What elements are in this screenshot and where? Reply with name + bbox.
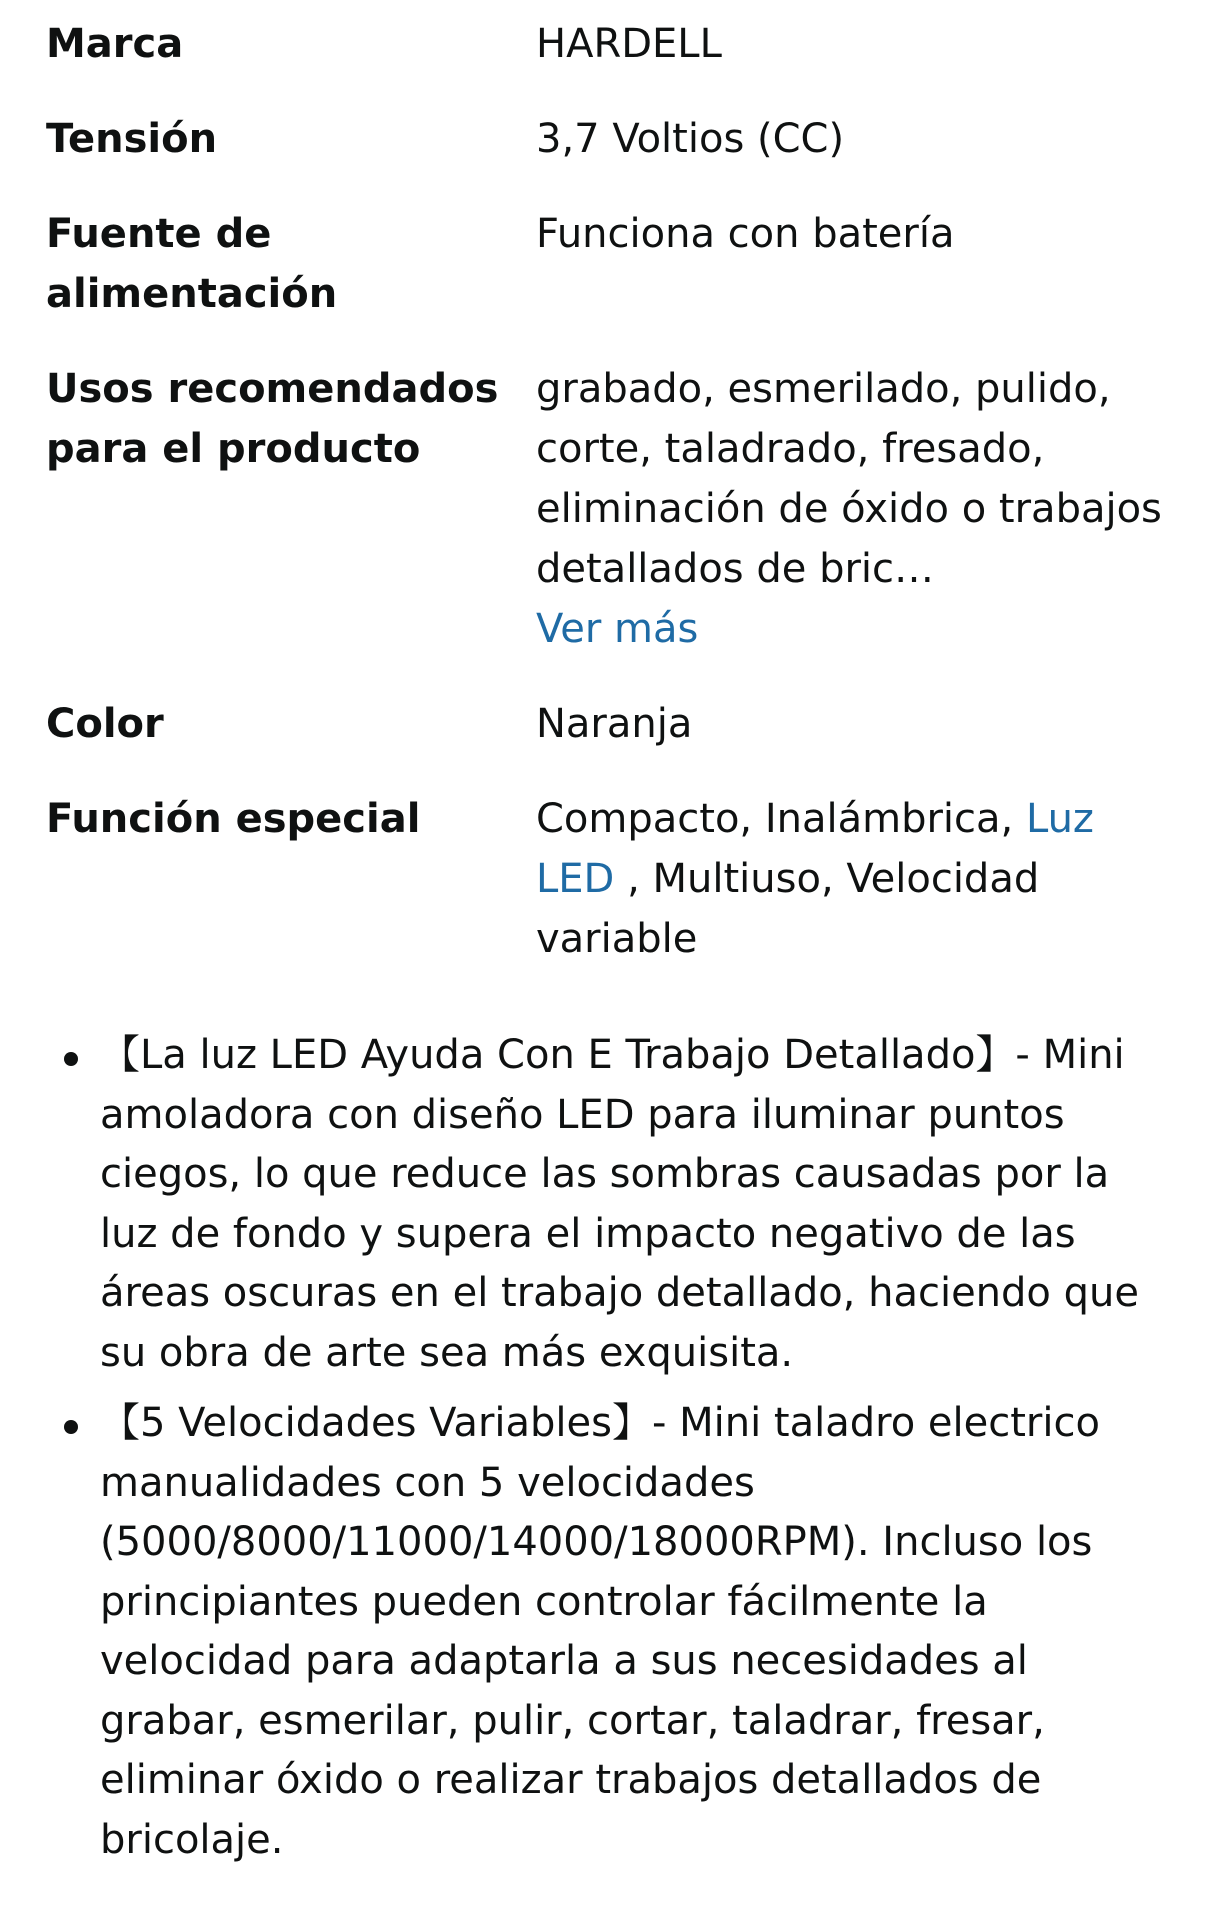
bullet-dot-icon — [64, 1052, 78, 1066]
spec-value: Naranja — [536, 701, 693, 747]
spec-row-power-source — [46, 204, 1176, 324]
spec-label: Tensión — [46, 116, 218, 162]
see-more-link[interactable]: Ver más — [536, 606, 699, 652]
spec-row-brand — [46, 14, 1176, 74]
spec-row-recommended-uses — [46, 359, 1176, 659]
feature-bullet-text: 【La luz LED Ayuda Con E Trabajo Detallado】- Mini amoladora con diseño LED para iluminar puntos ciegos, lo que reduce las sombras causadas por la luz de fondo y supera el impacto negativo de las áreas oscuras en el trabajo detallado, haciendo que su obra de arte sea más exquisita. — [100, 1032, 1139, 1376]
spec-value-container — [536, 359, 1176, 659]
spec-value-text: , Multiuso, Velocidad variable — [536, 856, 1040, 962]
spec-value: Funciona con batería — [536, 211, 955, 257]
spec-label: Marca — [46, 21, 184, 67]
feature-bullets — [60, 1026, 1170, 1881]
led-light-link[interactable]: Luz LED — [536, 796, 1094, 902]
spec-row-special-feature — [46, 789, 1176, 969]
bullet-dot-icon — [64, 1420, 78, 1434]
spec-value: grabado, esmerilado, pulido, corte, taladrado, fresado, eliminación de óxido o trabajos detallados de bric… — [536, 366, 1162, 592]
feature-bullet — [60, 1026, 1170, 1383]
specs-table — [46, 14, 1176, 1004]
feature-bullet — [60, 1394, 1170, 1870]
spec-value-container — [536, 789, 1176, 969]
spec-value: HARDELL — [536, 21, 722, 67]
spec-label: Fuente de alimentación — [46, 211, 338, 317]
spec-value-text: Compacto, Inalámbrica, — [536, 796, 1026, 842]
spec-label: Usos recomendados para el producto — [46, 366, 499, 472]
spec-row-color — [46, 694, 1176, 754]
spec-row-voltage — [46, 109, 1176, 169]
spec-label: Función especial — [46, 796, 421, 842]
feature-bullet-text: 【5 Velocidades Variables】- Mini taladro electrico manualidades con 5 velocidades (5000/8000/11000/14000/18000RPM). Incluso los principiantes pueden controlar fácilmente la velocidad para adaptarla a sus necesidades al grabar, esmerilar, pulir, cortar, taladrar, fresar, eliminar óxido o realizar trabajos detallados de bricolaje. — [100, 1400, 1100, 1863]
spec-label: Color — [46, 701, 164, 747]
spec-value: 3,7 Voltios (CC) — [536, 116, 845, 162]
